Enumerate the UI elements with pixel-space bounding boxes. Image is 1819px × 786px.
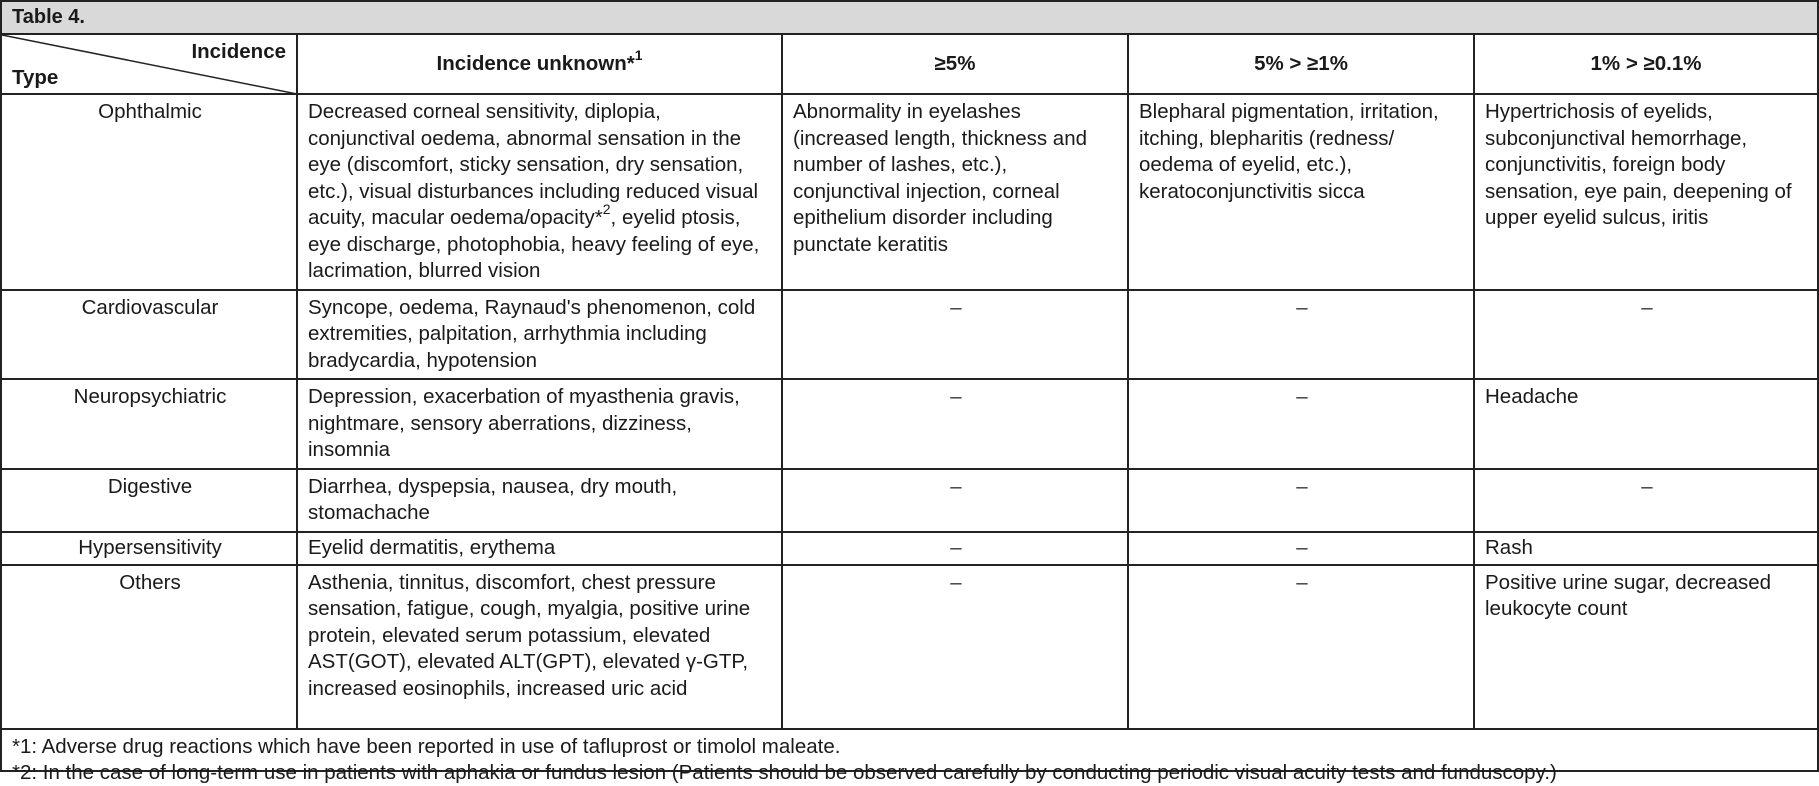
cell-ge5-ophthalmic: Abnormality in eyelashes (increased length, thickness and number of lashes, etc.), conjunctival injection, corneal epithelium disorder including punctate keratitis <box>782 94 1128 290</box>
cell-1-01-neuropsychiatric: Headache <box>1474 379 1817 469</box>
cell-5-1-others: – <box>1128 565 1474 729</box>
cell-5-1-cardiovascular: – <box>1128 290 1474 380</box>
table-row <box>2 94 1817 290</box>
row-type-neuropsychiatric: Neuropsychiatric <box>2 379 297 469</box>
col-header-1-01: 1% > ≥0.1% <box>1474 35 1817 94</box>
cell-ge5-others: – <box>782 565 1128 729</box>
table-row <box>2 469 1817 532</box>
footnotes <box>2 730 1817 786</box>
cell-1-01-hypersensitivity: Rash <box>1474 532 1817 565</box>
col-header-unknown: Incidence unknown*$^1$ <box>297 35 782 94</box>
cell-5-1-digestive: – <box>1128 469 1474 532</box>
cell-unknown-others: Asthenia, tinnitus, discomfort, chest pressure sensation, fatigue, cough, myalgia, positive urine protein, elevated serum potassium, elevated AST(GOT), elevated ALT(GPT), elevated γ-GTP, increased eosinophils, increased uric acid <box>297 565 782 729</box>
cell-ge5-hypersensitivity: – <box>782 532 1128 565</box>
corner-type-label: Type <box>12 65 59 89</box>
cell-unknown-hypersensitivity: Eyelid dermatitis, erythema <box>297 532 782 565</box>
row-type-hypersensitivity: Hypersensitivity <box>2 532 297 565</box>
cell-unknown-digestive: Diarrhea, dyspepsia, nausea, dry mouth, stomachache <box>297 469 782 532</box>
cell-5-1-neuropsychiatric: – <box>1128 379 1474 469</box>
corner-incidence-label: Incidence <box>191 40 286 63</box>
row-type-ophthalmic: Ophthalmic <box>2 94 297 290</box>
row-type-cardiovascular: Cardiovascular <box>2 290 297 380</box>
col-header-ge5: ≥5% <box>782 35 1128 94</box>
adverse-reactions-table <box>2 35 1817 730</box>
cell-unknown-cardiovascular: Syncope, oedema, Raynaud's phenomenon, cold extremities, palpitation, arrhythmia including bradycardia, hypotension <box>297 290 782 380</box>
cell-ge5-cardiovascular: – <box>782 290 1128 380</box>
table-row <box>2 290 1817 380</box>
footnote-2: *2: In the case of long-term use in patients with aphakia or fundus lesion (Patients should be observed carefully by conducting periodic visual acuity tests and funduscopy.) <box>12 760 1557 784</box>
table-title: Table 4. <box>2 2 1817 35</box>
header-row <box>2 35 1817 94</box>
cell-ge5-digestive: – <box>782 469 1128 532</box>
table-row <box>2 379 1817 469</box>
row-type-others: Others <box>2 565 297 729</box>
col-header-5-1: 5% > ≥1% <box>1128 35 1474 94</box>
row-type-digestive: Digestive <box>2 469 297 532</box>
cell-unknown-neuropsychiatric: Depression, exacerbation of myasthenia gravis, nightmare, sensory aberrations, dizziness, insomnia <box>297 379 782 469</box>
table-row <box>2 565 1817 729</box>
cell-ge5-neuropsychiatric: – <box>782 379 1128 469</box>
corner-header <box>2 35 297 94</box>
cell-1-01-cardiovascular: – <box>1474 290 1817 380</box>
cell-1-01-digestive: – <box>1474 469 1817 532</box>
footnote-1: *1: Adverse drug reactions which have been reported in use of tafluprost or timolol maleate. <box>12 734 841 758</box>
cell-5-1-hypersensitivity: – <box>1128 532 1474 565</box>
cell-unknown-ophthalmic: Decreased corneal sensitivity, diplopia, conjunctival oedema, abnormal sensation in the eye (discomfort, sticky sensation, dry sensation, etc.), visual disturbances including reduced visual acuity, macular oedema/opacity*$^2$, eyelid ptosis, eye discharge, photophobia, heavy feeling of eye, lacrimation, blurred vision <box>297 94 782 290</box>
cell-1-01-others: Positive urine sugar, decreased leukocyte count <box>1474 565 1817 729</box>
cell-1-01-ophthalmic: Hypertrichosis of eyelids, subconjunctival hemorrhage, conjunctivitis, foreign body sensation, eye pain, deepening of upper eyelid sulcus, iritis <box>1474 94 1817 290</box>
table-row <box>2 532 1817 565</box>
cell-5-1-ophthalmic: Blepharal pigmentation, irritation, itching, blepharitis (redness/ oedema of eyelid, etc.), keratoconjunctivitis sicca <box>1128 94 1474 290</box>
